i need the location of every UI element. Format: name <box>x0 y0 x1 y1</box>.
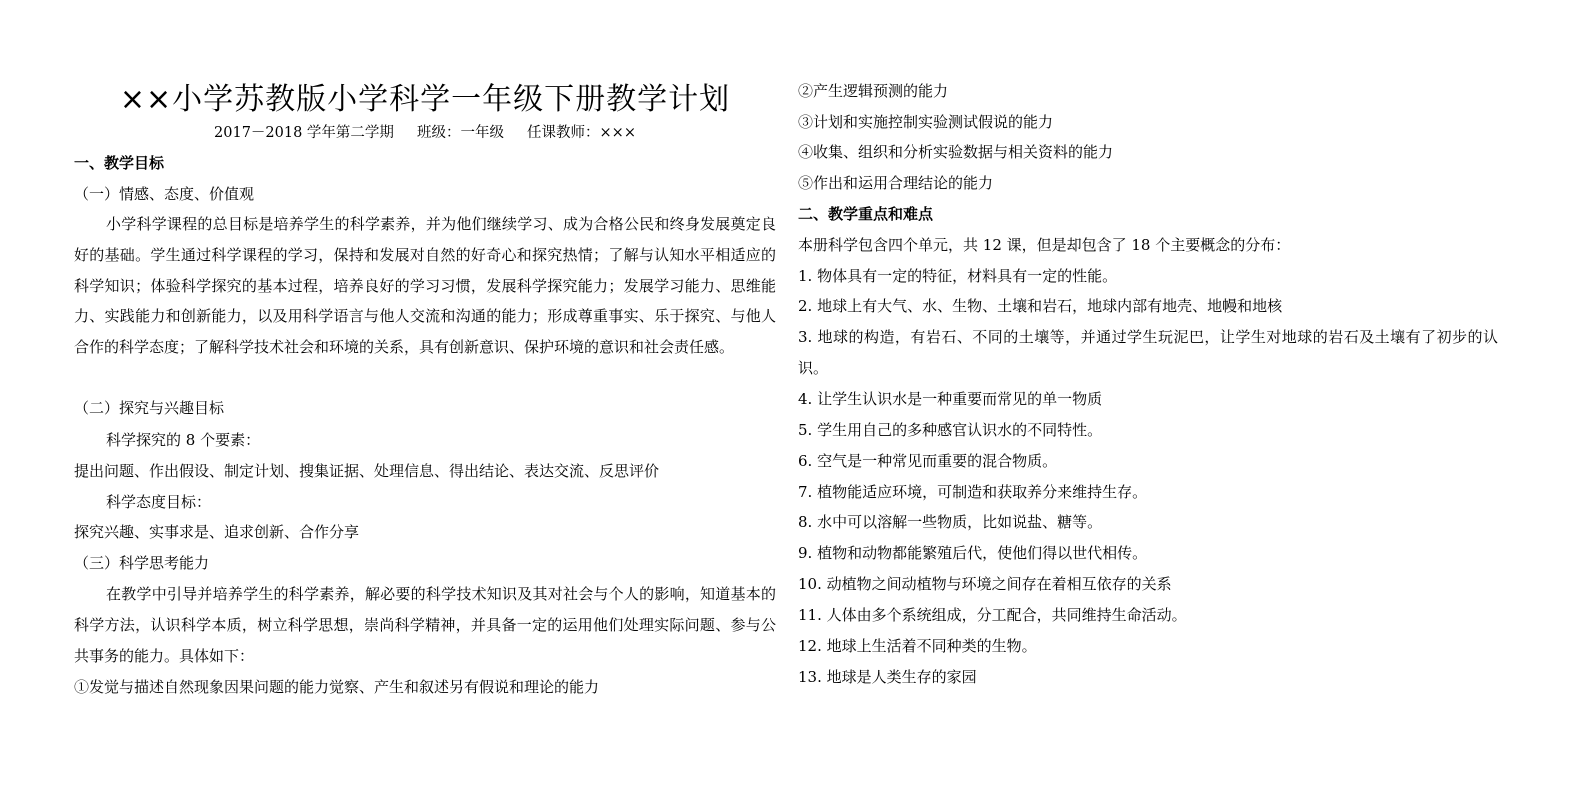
list-item: 4. 让学生认识水是一种重要而常见的单一物质 <box>798 390 1103 408</box>
list-item: 1. 物体具有一定的特征，材料具有一定的性能。 <box>798 267 1118 285</box>
list-item: 11. 人体由多个系统组成，分工配合，共同维持生命活动。 <box>798 606 1187 624</box>
ability-item-3: ③计划和实施控制实验测试假说的能力 <box>798 113 1054 131</box>
key-points-intro: 本册科学包含四个单元，共 12 课，但是却包含了 18 个主要概念的分布： <box>798 236 1291 254</box>
inquiry-elements-list: 提出问题、作出假设、制定计划、搜集证据、处理信息、得出结论、表达交流、反思评价 <box>74 462 660 480</box>
paragraph-attitude: 小学科学课程的总目标是培养学生的科学素养，并为他们继续学习、成为合格公民和终身发展奠定良好的基础。学生通过科学课程的学习，保持和发展对自然的好奇心和探究热情；了解与认知水平相适应的科学知识；体验科学探究的基本过程，培养良好的学习习惯，发展科学探究能力；发展学习能力、思维能力、实践能力和创新能力，以及用科学语言与他人交流和沟通的能力；形成尊重事实、乐于探究、与他人合作的科学态度；了解科学技术社会和环境的关系，具有创新意识、保护环境的意识和社会责任感。 <box>74 215 776 357</box>
ability-item-4: ④收集、组织和分析实验数据与相关资料的能力 <box>798 143 1114 161</box>
ability-item-1: ①发觉与描述自然现象因果问题的能力觉察、产生和叙述另有假说和理论的能力 <box>74 678 600 696</box>
list-item: 12. 地球上生活着不同种类的生物。 <box>798 637 1037 655</box>
list-item: 6. 空气是一种常见而重要的混合物质。 <box>798 452 1058 470</box>
attitude-goals-list: 探究兴趣、实事求是、追求创新、合作分享 <box>74 523 360 541</box>
list-item: 8. 水中可以溶解一些物质，比如说盐、糖等。 <box>798 513 1103 531</box>
subsection-heading-attitude: （一）情感、态度、价值观 <box>74 185 255 203</box>
subsection-heading-thinking: （三）科学思考能力 <box>74 554 210 572</box>
list-item: 13. 地球是人类生存的家园 <box>798 668 977 686</box>
paragraph-thinking: 在教学中引导并培养学生的科学素养，解必要的科学技术知识及其对社会与个人的影响，知道基本的科学方法，认识科学本质，树立科学思想，崇尚科学精神，并具备一定的运用他们处理实际问题、参与公共事务的能力。具体如下： <box>74 585 776 665</box>
subtitle: 2017－2018 学年第二学期 班级：一年级 任课教师：××× <box>214 125 636 141</box>
section-heading-key-points: 二、教学重点和难点 <box>798 205 934 223</box>
inquiry-elements-label: 科学探究的 8 个要素： <box>106 431 261 449</box>
list-item: 2. 地球上有大气、水、生物、土壤和岩石，地球内部有地壳、地幔和地核 <box>798 297 1283 315</box>
subsection-heading-inquiry: （二）探究与兴趣目标 <box>74 399 225 417</box>
list-item: 7. 植物能适应环境，可制造和获取养分来维持生存。 <box>798 483 1148 501</box>
list-item: 3. 地球的构造，有岩石、不同的土壤等，并通过学生玩泥巴，让学生对地球的岩石及土壤有了初步的认识。 <box>798 328 1498 377</box>
attitude-goals-label: 科学态度目标： <box>106 493 212 511</box>
ability-item-5: ⑤作出和运用合理结论的能力 <box>798 174 994 192</box>
ability-item-2: ②产生逻辑预测的能力 <box>798 82 949 100</box>
section-heading-goals: 一、教学目标 <box>74 154 165 172</box>
list-item: 10. 动植物之间动植物与环境之间存在着相互依存的关系 <box>798 575 1172 593</box>
page-title: ××小学苏教版小学科学一年级下册教学计划 <box>119 82 731 117</box>
list-item: 9. 植物和动物都能繁殖后代，使他们得以世代相传。 <box>798 544 1148 562</box>
list-item: 5. 学生用自己的多种感官认识水的不同特性。 <box>798 421 1103 439</box>
